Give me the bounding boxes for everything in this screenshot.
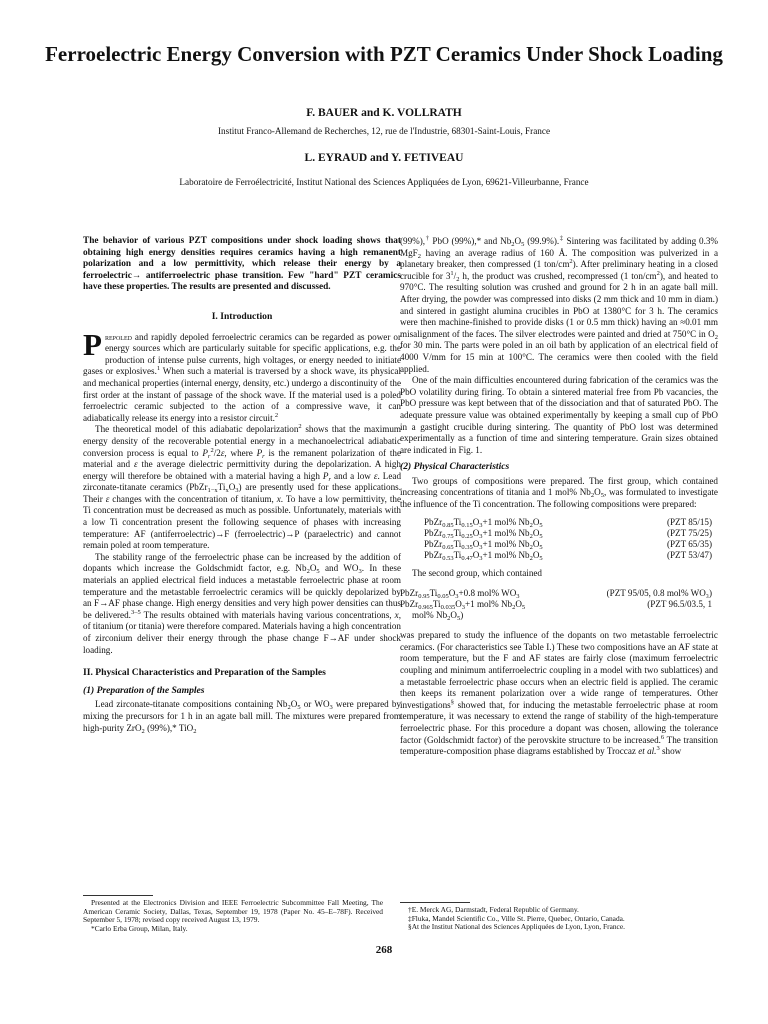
composition-row: $PbZr_{0.65}Ti_{0.35}O_3+1$ mol% $Nb_2O_5$ (PZT 65/35)	[424, 538, 712, 551]
composition-label: (PZT 65/35)	[666, 538, 712, 549]
composition-list-1	[400, 517, 718, 561]
composition-row: $PbZr_{0.95}Ti_{0.05}O_3+0.8$ mol% $WO_3$ (PZT 95/05, 0.8 mol% WO₃)	[400, 588, 712, 601]
composition-row: $PbZr_{0.53}Ti_{0.47}O_3+1$ mol% $Nb_2O_5$ (PZT 53/47)	[424, 549, 712, 562]
abstract: The behavior of various PZT compositions under shock loading shows that obtaining high energy densities requires ceramics having a high remanent polarization and a low permittivity, which release their energy by a ferroelectric→ antiferroelectric phase transition. Few "hard" PZT ceramics have these properties. The results are presented and discussed.	[83, 236, 401, 293]
page-number: 268	[375, 944, 393, 956]
affiliation-1: Institut Franco-Allemand de Recherches, 12, rue de l'Industrie, 68301-Saint-Louis, France	[217, 126, 551, 136]
char-paragraph-3: was prepared to study the influence of the dopants on two metastable ferroelectric ceramics. (For characteristics see Table I.) These two compositions have an AF state at room temperature, but the F and AF states are fairly close (maximum ferroelectric coupling and minimum antiferroelectric coupling in a model with two sublattices) and a metastable ferroelectric phase occurs when an electric field is applied. The ceramic then keeps its remanent polarization over a wide range of temperatures. Other investigations§ showed that, for inducing the metastable ferroelectric phase at room temperature, it was necessary to extend the range of stability of the high-temperature ferroelectric phase. For this procedure a dopant was chosen, allowing the tolerance factor (Goldschmidt factor) of the perovskite structure to be increased.$^6$ The transition temperature-composition phase diagrams established by Troccaz et al.$^3$ show	[400, 630, 718, 757]
composition-label: (PZT 95/05, 0.8 mol% WO₃)	[606, 588, 712, 599]
footnote-rule-right	[400, 902, 470, 903]
intro-paragraph-3: The stability range of the ferroelectric phase can be increased by the addition of dopants which increase the Goldschmidt factor, e.g. $Nb_2O_5$ and $WO_3$. In these materials an applied electrical field induces a metastable ferroelectric phase at room temperature and the metastable ferroelectric ceramics will be quickly depolarized by an F→AF phase change. High energy densities and very high power densities can thus be delivered.$^{3-5}$ The results obtained with materials having various concentrations, x, of titanium (or titania) were therefore compared. Materials having a high concentration of zirconium deliver their energy through the phase change F→AF under shock loading.	[83, 551, 402, 655]
composition-row: $PbZr_{0.85}Ti_{0.15}O_3+1$ mol% $Nb_2O_5$ (PZT 85/15)	[424, 516, 712, 529]
footnote-right: †E. Merck AG, Darmstadt, Federal Republic of Germany. ‡Fluka, Mandel Scientific Co., Ville St. Pierre, Quebec, Ontario, Canada. §At the Institut National des Sciences Appliquées de Lyon, Lyon, France.	[408, 905, 625, 932]
prep-paragraph-continued: (99%),† PbO (99%),* and $Nb_2O_5$ (99.9%).‡ Sintering was facilitated by adding 0.3% MgF$_2$ having an average radius of 160 Å. The composition was pulverized in a planetary breaker, then compressed (1 ton/$cm^2$). After preliminary heating in a closed crucible for $3^1/_2$ h, the product was crushed, recompressed (1 ton/$cm^2$), and heated to 970°C. The resulting solution was crushed and ground for 2 h in an agate ball mill. After drying, the powder was compressed into disks (2 mm thick and 10 mm in diam.) and sintered in gastight alumina crucibles in PbO at 1380°C for 3 h. The ceramics were then machine-finished to provide disks (1 or 0.5 mm thick) having an ≈0.01 mm misalignment of the faces. The silver electrodes were painted and dried at 750°C in $O_2$ for 30 min. The parts were poled in an oil bath by application of an electrical field of 4000 V/mm for 15 min at 100°C. The ceramics were then cooled with the field applied.	[400, 235, 719, 374]
composition-label: (PZT 53/47)	[666, 549, 712, 560]
char-paragraph-1: Two groups of compositions were prepared. The first group, which contained increasing concentrations of titania and 1 mol% $Nb_2O_5$, was formulated to investigate the influence of the Ti concentration. The following compositions were prepared:	[400, 475, 718, 510]
composition-row: $PbZr_{0.965}Ti_{0.035}O_3+1$ mol% $Nb_2O_5$ (PZT 96.5/03.5, 1	[400, 599, 712, 612]
composition-label: (PZT 85/15)	[666, 516, 712, 527]
prep-paragraph: Lead zirconate-titanate compositions containing $Nb_2O_5$ or $WO_3$ were prepared by mixing the precursors for 1 h in an agate ball mill. The mixtures were prepared from high-purity ZrO$_2$ (99%),* TiO$_2$	[83, 699, 401, 735]
char-paragraph-2: The second group, which contained	[412, 567, 542, 578]
intro-lead-word: repoled	[104, 331, 132, 342]
composition-row: $PbZr_{0.75}Ti_{0.25}O_3+1$ mol% $Nb_2O_5$ (PZT 75/25)	[424, 527, 712, 540]
subsection-preparation-heading: (1) Preparation of the Samples	[83, 684, 205, 696]
section-introduction-heading: I. Introduction	[211, 310, 273, 322]
composition-list-2: $PbZr_{0.95}Ti_{0.05}O_3+0.8$ mol% $WO_3$ (PZT 95/05, 0.8 mol% WO₃) $PbZr_{0.965}Ti_{0.035}O_3+1$ mol% $Nb_2O_5$ (PZT 96.5/03.5, 1 mol% $Nb_2O_5$)	[400, 588, 718, 621]
composition-label: (PZT 96.5/03.5, 1	[647, 599, 712, 610]
composition-label: (PZT 75/25)	[666, 527, 712, 538]
right-column	[400, 236, 718, 758]
intro-paragraph-2: The theoretical model of this adiabatic depolarization$^2$ shows that the maximum energy density of the recoverable potential energy in a mechanoelectrical adiabatic conversion process is equal to $P_r^2/2\varepsilon$, where $P_r$ is the remanent polarization of the material and ε the average dielectric permittivity during the depolarization. A high energy will therefore be obtained with a material having a high $P_r$ and a low ε. Lead zirconate-titanate ceramics $(PbZr_{1-x}Ti_xO_3)$ are presently used for these applications. Their ε changes with the concentration of titanium, x. To have a low permittivity, the Ti concentration must be decreased as much as possible. Unfortunately, materials with a low Ti concentration present the following sequence of phases with increasing temperature: AF (antiferroelectric)→F (ferroelectric)→P (paraelectric) and cannot remain poled at room temperature.	[83, 423, 402, 551]
authors-line-1: F. BAUER and K. VOLLRATH	[306, 107, 462, 119]
left-column	[83, 236, 401, 734]
footnote-left: Presented at the Electronics Division and IEEE Ferroelectric Subcommittee Fall Meeting, The American Ceramic Society, Dallas, Texas, September 19, 1978 (Paper No. 45–E–78F). Received September 5, 1978; revised copy received August 13, 1979. *Carlo Erba Group, Milan, Italy.	[83, 898, 383, 933]
affiliation-2: Laboratoire de Ferroélectricité, Institut National des Sciences Appliquées de Lyon, 69621-Villeurbanne, France	[179, 177, 589, 187]
section-2-heading: II. Physical Characteristics and Preparation of the Samples	[83, 667, 326, 679]
authors-line-2: L. EYRAUD and Y. FETIVEAU	[304, 152, 464, 164]
drop-cap: P	[83, 326, 102, 362]
intro-paragraph-1: Prepoled and rapidly depoled ferroelectric ceramics can be regarded as power or energy sources which are particularly suitable for specific applications, e.g. the production of intense pulse currents, high voltages, or energy needed to initiate gases or explosives.$^1$ When such a material is traversed by a shock wave, its physical and mechanical properties (internal energy, density, etc.) undergo a discontinuity of the first order at the instant of passage of the shock wave. If the material used is a poled ferroelectric ceramic subjected to the action of a compressive wave, it can adiabatically release its energy into a resistor circuit.$^2$	[83, 326, 401, 423]
subsection-characteristics-heading: (2) Physical Characteristics	[400, 461, 510, 473]
paper-title: Ferroelectric Energy Conversion with PZT Ceramics Under Shock Loading	[45, 42, 723, 66]
prep-paragraph-2: One of the main difficulties encountered during fabrication of the ceramics was the PbO volatility during firing. To obtain a sintered material free from Pb vacancies, the PbO pressure was kept between that of the dissociation and that of saturated PbO. The adequate pressure value was obtained experimentally by keeping a small cup of PbO in a gastight crucible during sintering. The quantity of PbO lost was determined experimentally as a function of time and sintering temperature. Grain sizes obtained are indicated in Fig. 1.	[400, 375, 718, 455]
footnote-rule-left	[83, 895, 153, 896]
